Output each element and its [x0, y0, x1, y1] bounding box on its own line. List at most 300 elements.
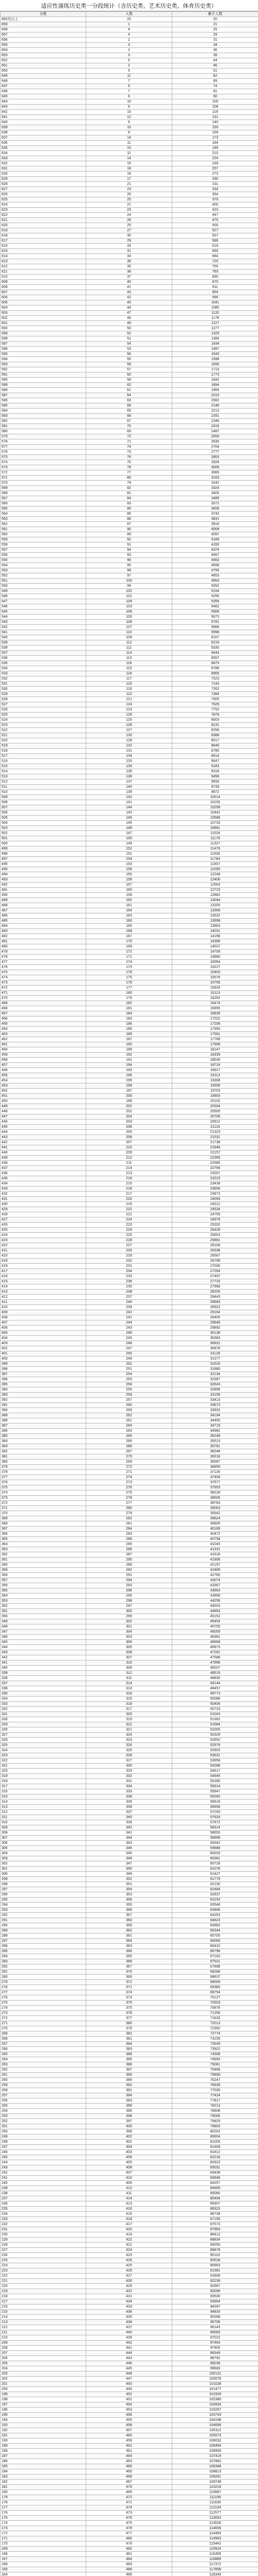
cumulative-cell: 557: [172, 233, 258, 239]
count-cell: 285: [86, 1542, 172, 1547]
score-cell: 517: [1, 754, 86, 759]
count-cell: 82: [86, 486, 172, 491]
count-cell: 483: [86, 2562, 172, 2567]
score-cell: 598: [1, 336, 86, 342]
score-cell: 579: [1, 434, 86, 439]
cumulative-cell: 27733: [172, 1279, 258, 1284]
score-cell: 584: [1, 409, 86, 414]
cumulative-cell: 94397: [172, 2304, 258, 2310]
score-cell: 441: [1, 1145, 86, 1150]
cumulative-cell: 66432: [172, 1944, 258, 1949]
cumulative-cell: 116889: [172, 2557, 258, 2562]
table-row: [1, 43, 258, 48]
table-row: [1, 1202, 258, 1207]
table-row: [1, 1212, 258, 1217]
score-cell: 174: [1, 2521, 86, 2526]
table-row: [1, 1320, 258, 1326]
score-cell: 530: [1, 687, 86, 692]
table-row: [1, 331, 258, 336]
count-cell: 27: [86, 228, 172, 233]
score-cell: 276: [1, 1995, 86, 2001]
cumulative-cell: 6444: [172, 651, 258, 656]
cumulative-cell: 2487: [172, 429, 258, 434]
score-cell: 233: [1, 2217, 86, 2222]
score-cell: 206: [1, 2356, 86, 2361]
count-cell: 15: [86, 146, 172, 151]
count-cell: 65: [86, 409, 172, 414]
cumulative-cell: 4467: [172, 553, 258, 558]
table-row: [1, 1341, 258, 1346]
score-cell: 501: [1, 836, 86, 841]
cumulative-cell: 43367: [172, 1583, 258, 1588]
table-row: [1, 816, 258, 821]
cumulative-cell: 44: [172, 58, 258, 63]
count-cell: 179: [86, 996, 172, 1001]
count-cell: 7: [86, 89, 172, 94]
cumulative-cell: 96143: [172, 2325, 258, 2330]
count-cell: 230: [86, 1248, 172, 1253]
table-row: [1, 1959, 258, 1964]
score-cell: 191: [1, 2433, 86, 2438]
table-row: [1, 2243, 258, 2248]
table-row: [1, 2098, 258, 2104]
count-cell: 50: [86, 326, 172, 331]
count-cell: 47: [86, 311, 172, 316]
count-cell: 382: [86, 2031, 172, 2037]
score-cell: 243: [1, 2165, 86, 2171]
count-cell: 96: [86, 558, 172, 563]
score-cell: 392: [1, 1398, 86, 1403]
table-row: [1, 244, 258, 249]
count-cell: 170: [86, 939, 172, 944]
score-cell: 195: [1, 2413, 86, 2418]
count-cell: 278: [86, 1496, 172, 1501]
cumulative-cell: 43074: [172, 1578, 258, 1583]
score-cell: 619: [1, 228, 86, 233]
table-row: [1, 903, 258, 908]
count-cell: 400: [86, 2124, 172, 2129]
cumulative-cell: 19113: [172, 1073, 258, 1078]
score-cell: 416: [1, 1274, 86, 1279]
score-cell: 368: [1, 1521, 86, 1527]
score-cell: 515: [1, 764, 86, 769]
score-cell: 432: [1, 1192, 86, 1197]
table-row: [1, 738, 258, 743]
cumulative-cell: 69380: [172, 1985, 258, 1990]
score-cell: 381: [1, 1454, 86, 1460]
table-row: [1, 1248, 258, 1253]
score-cell: 434: [1, 1181, 86, 1187]
table-row: [1, 2160, 258, 2165]
score-cell: 406: [1, 1326, 86, 1331]
cumulative-cell: 6673: [172, 661, 258, 666]
cumulative-cell: 49773: [172, 1691, 258, 1697]
cumulative-cell: 15054: [172, 960, 258, 965]
score-cell: 213: [1, 2320, 86, 2325]
table-row: [1, 1794, 258, 1800]
table-row: [1, 1970, 258, 1975]
score-cell: 625: [1, 197, 86, 202]
cumulative-cell: 60381: [172, 1856, 258, 1861]
table-row: [1, 27, 258, 32]
table-row: [1, 939, 258, 944]
score-cell: 507: [1, 805, 86, 810]
table-row: [1, 2516, 258, 2521]
cumulative-cell: 25428: [172, 1228, 258, 1233]
cumulative-cell: 14709: [172, 950, 258, 955]
cumulative-cell: 22369: [172, 1156, 258, 1161]
table-row: [1, 2557, 258, 2562]
score-cell: 510: [1, 790, 86, 795]
table-row: [1, 1563, 258, 1568]
table-row: [1, 1681, 258, 1686]
table-row: [1, 2191, 258, 2196]
score-cell: 266: [1, 2047, 86, 2052]
score-cell: 208: [1, 2346, 86, 2351]
count-cell: 478: [86, 2526, 172, 2531]
score-cell: 267: [1, 2042, 86, 2047]
count-cell: 289: [86, 1563, 172, 1568]
cumulative-cell: 106955: [172, 2449, 258, 2454]
count-cell: 380: [86, 2021, 172, 2026]
cumulative-cell: 2082: [172, 398, 258, 403]
table-row: [1, 218, 258, 223]
score-cell: 194: [1, 2418, 86, 2423]
count-cell: 367: [86, 1964, 172, 1970]
cumulative-cell: 38783: [172, 1501, 258, 1506]
table-row: [1, 1413, 258, 1418]
cumulative-cell: 1178: [172, 316, 258, 321]
table-row: [1, 1439, 258, 1444]
cumulative-cell: 46059: [172, 1630, 258, 1635]
cumulative-cell: 159: [172, 130, 258, 135]
cumulative-cell: 33932: [172, 1408, 258, 1413]
cumulative-cell: 75081: [172, 2062, 258, 2067]
score-cell: 172: [1, 2531, 86, 2536]
count-cell: 243: [86, 1326, 172, 1331]
table-row: [1, 213, 258, 218]
count-cell: 140: [86, 785, 172, 790]
table-row: [1, 1011, 258, 1016]
count-cell: 240: [86, 1300, 172, 1305]
score-cell: 277: [1, 1990, 86, 1995]
count-cell: 35: [86, 264, 172, 269]
score-cell: 464: [1, 1027, 86, 1032]
count-cell: 110: [86, 630, 172, 635]
count-cell: 21: [86, 182, 172, 187]
table-row: [1, 2026, 258, 2031]
score-cell: 242: [1, 2171, 86, 2176]
cumulative-cell: 423: [172, 208, 258, 213]
cumulative-cell: 26338: [172, 1248, 258, 1253]
table-row: [1, 2093, 258, 2098]
table-row: [1, 2284, 258, 2289]
table-row: [1, 862, 258, 867]
table-row: [1, 2521, 258, 2526]
table-row: [1, 640, 258, 646]
table-row: [1, 1496, 258, 1501]
count-cell: 246: [86, 1331, 172, 1336]
table-row: [1, 1660, 258, 1666]
cumulative-cell: 20505: [172, 1109, 258, 1114]
cumulative-cell: 59688: [172, 1846, 258, 1851]
score-cell: 169: [1, 2547, 86, 2552]
table-row: [1, 2289, 258, 2294]
count-cell: 268: [86, 1444, 172, 1449]
cumulative-cell: 57972: [172, 1820, 258, 1825]
table-row: [1, 290, 258, 295]
score-cell: 617: [1, 239, 86, 244]
cumulative-cell: 22794: [172, 1166, 258, 1171]
score-cell: 288: [1, 1934, 86, 1939]
cumulative-cell: 28443: [172, 1295, 258, 1300]
cumulative-cell: 99238: [172, 2361, 258, 2366]
cumulative-cell: 39342: [172, 1511, 258, 1516]
table-row: [1, 872, 258, 877]
count-cell: 314: [86, 1681, 172, 1686]
score-cell: 256: [1, 2098, 86, 2104]
cumulative-cell: 140: [172, 120, 258, 125]
count-cell: 217: [86, 1192, 172, 1197]
score-cell: 376: [1, 1480, 86, 1485]
table-row: [1, 2490, 258, 2495]
cumulative-cell: 720: [172, 259, 258, 264]
count-cell: 452: [86, 2392, 172, 2397]
cumulative-cell: 103743: [172, 2413, 258, 2418]
count-cell: 475: [86, 2521, 172, 2526]
cumulative-cell: 102834: [172, 2402, 258, 2408]
count-cell: 425: [86, 2263, 172, 2268]
count-cell: 90: [86, 527, 172, 532]
table-row: [1, 48, 258, 53]
count-cell: 421: [86, 2243, 172, 2248]
table-row: [1, 836, 258, 841]
count-cell: 44: [86, 306, 172, 311]
cumulative-cell: 110218: [172, 2485, 258, 2490]
cumulative-cell: 4953: [172, 579, 258, 584]
count-cell: 7: [86, 79, 172, 84]
table-row: [1, 573, 258, 579]
cumulative-cell: 475: [172, 218, 258, 223]
count-cell: 353: [86, 1892, 172, 1897]
count-cell: 196: [86, 1073, 172, 1078]
score-cell: 298: [1, 1882, 86, 1887]
count-cell: 70: [86, 424, 172, 429]
table-row: [1, 2449, 258, 2454]
score-cell: 247: [1, 2145, 86, 2150]
table-row: [1, 2155, 258, 2160]
count-cell: 299: [86, 1614, 172, 1619]
count-cell: 448: [86, 2371, 172, 2377]
table-row: [1, 1975, 258, 1980]
table-row: [1, 347, 258, 352]
table-row: [1, 1171, 258, 1176]
cumulative-cell: 95706: [172, 2320, 258, 2325]
cumulative-cell: 28206: [172, 1290, 258, 1295]
score-cell: 454: [1, 1078, 86, 1083]
cumulative-cell: 82218: [172, 2155, 258, 2160]
cumulative-cell: 19308: [172, 1078, 258, 1083]
cumulative-cell: 24534: [172, 1207, 258, 1212]
score-cell: 551: [1, 579, 86, 584]
table-row: [1, 713, 258, 718]
count-cell: 167: [86, 934, 172, 939]
table-row: [1, 1284, 258, 1290]
count-cell: 206: [86, 1125, 172, 1130]
cumulative-cell: 47898: [172, 1660, 258, 1666]
count-cell: 203: [86, 1120, 172, 1125]
count-cell: 211: [86, 1161, 172, 1166]
score-cell: 529: [1, 692, 86, 697]
count-cell: 377: [86, 2016, 172, 2021]
table-row: [1, 1114, 258, 1120]
table-row: [1, 795, 258, 800]
cumulative-cell: 8780: [172, 749, 258, 754]
count-cell: 428: [86, 2268, 172, 2274]
table-row: [1, 1815, 258, 1820]
table-row: [1, 460, 258, 465]
score-cell: 542: [1, 625, 86, 630]
table-row: [1, 1449, 258, 1454]
table-row: [1, 89, 258, 94]
cumulative-cell: 3405: [172, 491, 258, 496]
score-cell: 257: [1, 2093, 86, 2098]
table-row: [1, 779, 258, 785]
cumulative-cell: 14198: [172, 934, 258, 939]
table-row: [1, 69, 258, 74]
score-cell: 573: [1, 465, 86, 470]
count-cell: 262: [86, 1413, 172, 1418]
count-cell: 1: [86, 22, 172, 27]
score-cell: 587: [1, 393, 86, 398]
cumulative-cell: 41043: [172, 1542, 258, 1547]
count-cell: 28: [86, 218, 172, 223]
score-cell: 567: [1, 496, 86, 501]
cumulative-cell: 106032: [172, 2438, 258, 2444]
count-cell: 219: [86, 1202, 172, 1207]
table-row: [1, 2335, 258, 2341]
cumulative-cell: 111630: [172, 2500, 258, 2505]
count-cell: 458: [86, 2423, 172, 2428]
table-row: [1, 393, 258, 398]
score-cell: 410: [1, 1305, 86, 1310]
score-cell: 300: [1, 1872, 86, 1877]
table-row: [1, 1774, 258, 1779]
count-cell: 354: [86, 1887, 172, 1892]
count-cell: 195: [86, 1078, 172, 1083]
count-cell: 77: [86, 470, 172, 476]
table-row: [1, 2031, 258, 2037]
cumulative-cell: 8517: [172, 738, 258, 743]
cumulative-cell: 4097: [172, 532, 258, 537]
score-cell: 187: [1, 2454, 86, 2459]
cumulative-cell: 104656: [172, 2423, 258, 2428]
count-cell: 255: [86, 1387, 172, 1393]
score-cell: 377: [1, 1475, 86, 1480]
count-cell: 442: [86, 2341, 172, 2346]
table-row: [1, 1892, 258, 1897]
table-row: [1, 254, 258, 259]
score-cell: 641: [1, 115, 86, 120]
cumulative-cell: 58314: [172, 1825, 258, 1831]
score-cell: 239: [1, 2186, 86, 2191]
table-row: [1, 1053, 258, 1058]
cumulative-cell: 5781: [172, 620, 258, 625]
count-cell: 241: [86, 1315, 172, 1320]
cumulative-cell: 93964: [172, 2299, 258, 2304]
count-cell: 190: [86, 1042, 172, 1047]
score-cell: 199: [1, 2392, 86, 2397]
count-cell: 227: [86, 1243, 172, 1248]
cumulative-cell: 76639: [172, 2083, 258, 2088]
score-cell: 391: [1, 1403, 86, 1408]
score-cell: 645: [1, 94, 86, 99]
score-cell: 340: [1, 1666, 86, 1671]
score-cell: 399: [1, 1362, 86, 1367]
count-cell: 434: [86, 2299, 172, 2304]
score-cell: 325: [1, 1743, 86, 1748]
count-cell: 208: [86, 1135, 172, 1140]
cumulative-cell: 10881: [172, 826, 258, 831]
table-row: [1, 1058, 258, 1063]
table-row: [1, 228, 258, 233]
cumulative-cell: 10733: [172, 821, 258, 826]
score-cell: 439: [1, 1156, 86, 1161]
count-cell: 152: [86, 846, 172, 852]
cumulative-cell: 62130: [172, 1882, 258, 1887]
cumulative-cell: 75858: [172, 2073, 258, 2078]
table-row: [1, 1217, 258, 1223]
count-cell: 187: [86, 1037, 172, 1042]
count-cell: 271: [86, 1470, 172, 1475]
score-cell: 425: [1, 1228, 86, 1233]
count-cell: 23: [86, 187, 172, 192]
cumulative-cell: 20304: [172, 1104, 258, 1109]
cumulative-cell: 71256: [172, 2011, 258, 2016]
cumulative-cell: 37953: [172, 1485, 258, 1490]
table-row: [1, 1851, 258, 1856]
table-row: [1, 512, 258, 517]
score-cell: 521: [1, 733, 86, 738]
table-row: [1, 1727, 258, 1733]
cumulative-cell: 3242: [172, 481, 258, 486]
score-cell: 333: [1, 1702, 86, 1707]
count-cell: 392: [86, 2083, 172, 2088]
cumulative-cell: 7752: [172, 707, 258, 713]
score-cell: 583: [1, 414, 86, 419]
score-cell: 430: [1, 1202, 86, 1207]
cumulative-cell: 400: [172, 202, 258, 208]
count-cell: 257: [86, 1398, 172, 1403]
count-cell: 74: [86, 445, 172, 450]
count-cell: 473: [86, 2511, 172, 2516]
table-row: [1, 537, 258, 543]
table-row: [1, 1758, 258, 1764]
count-cell: 72: [86, 434, 172, 439]
cumulative-cell: 15578: [172, 975, 258, 980]
cumulative-cell: 34719: [172, 1423, 258, 1429]
cumulative-cell: 110687: [172, 2490, 258, 2495]
cumulative-cell: 911: [172, 285, 258, 290]
count-cell: 345: [86, 1851, 172, 1856]
score-cell: 502: [1, 831, 86, 836]
table-row: [1, 955, 258, 960]
table-row: [1, 934, 258, 939]
score-cell: 470: [1, 996, 86, 1001]
cumulative-cell: 2559: [172, 434, 258, 439]
count-cell: 222: [86, 1207, 172, 1212]
count-cell: 38: [86, 269, 172, 275]
